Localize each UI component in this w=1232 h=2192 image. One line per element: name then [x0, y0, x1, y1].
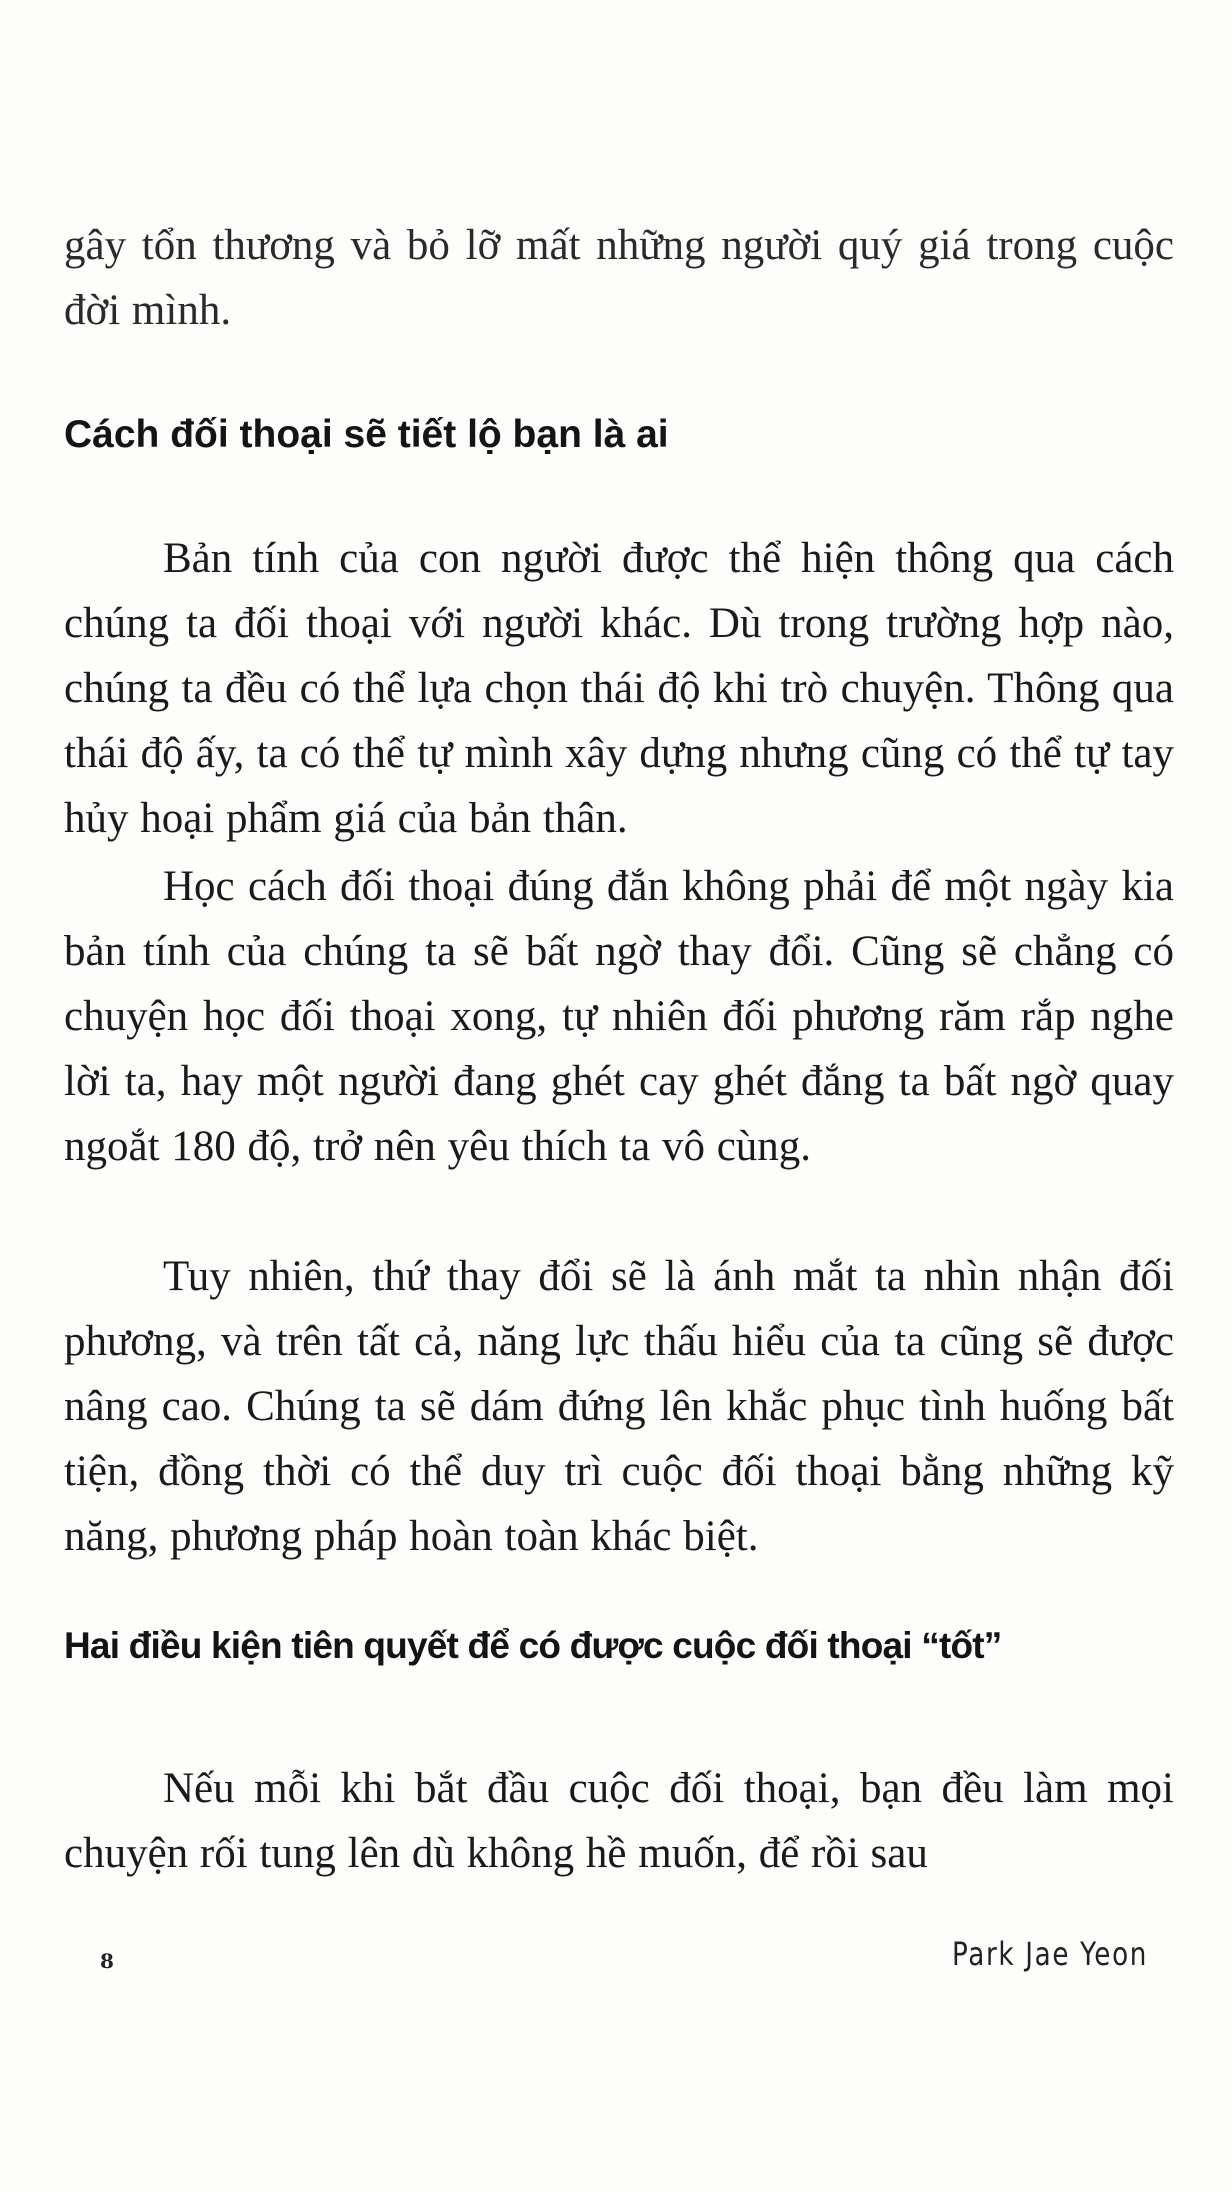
- section-heading-dialogue-reveals: Cách đối thoại sẽ tiết lộ bạn là ai: [64, 413, 669, 456]
- page-number: 8: [100, 1949, 114, 1973]
- continuation-paragraph: gây tổn thương và bỏ lỡ mất những người quý giá trong cuộc đời mình.: [64, 222, 1174, 334]
- body-paragraph-4: Nếu mỗi khi bắt đầu cuộc đối thoại, bạn đều làm mọi chuyện rối tung lên dù không hề muốn, để rồi sau: [64, 1765, 1174, 1877]
- body-paragraph-3: Tuy nhiên, thứ thay đổi sẽ là ánh mắt ta nhìn nhận đối phương, và trên tất cả, năng lực thấu hiểu của ta cũng sẽ được nâng cao. Chúng ta sẽ dám đứng lên khắc phục tình huống bất tiện, đồng thời có thể duy trì cuộc đối thoại bằng những kỹ năng, phương pháp hoàn toàn khác biệt.: [64, 1253, 1174, 1560]
- running-footer-author: Park Jae Yeon: [952, 1935, 1149, 1973]
- body-paragraph-1: Bản tính của con người được thể hiện thông qua cách chúng ta đối thoại với người khác. Dù trong trường hợp nào, chúng ta đều có thể lựa chọn thái độ khi trò chuyện. Thông qua thái độ ấy, ta có thể tự mình xây dựng nhưng cũng có thể tự tay hủy hoại phẩm giá của bản thân.: [64, 535, 1174, 842]
- body-paragraph-2: Học cách đối thoại đúng đắn không phải để một ngày kia bản tính của chúng ta sẽ bất ngờ thay đổi. Cũng sẽ chẳng có chuyện học đối thoại xong, tự nhiên đối phương răm rắp nghe lời ta, hay một người đang ghét cay ghét đắng ta bất ngờ quay ngoắt 180 độ, trở nên yêu thích ta vô cùng.: [64, 863, 1174, 1170]
- section-heading-two-conditions: Hai điều kiện tiên quyết để có được cuộc đối thoại “tốt”: [64, 1625, 1002, 1666]
